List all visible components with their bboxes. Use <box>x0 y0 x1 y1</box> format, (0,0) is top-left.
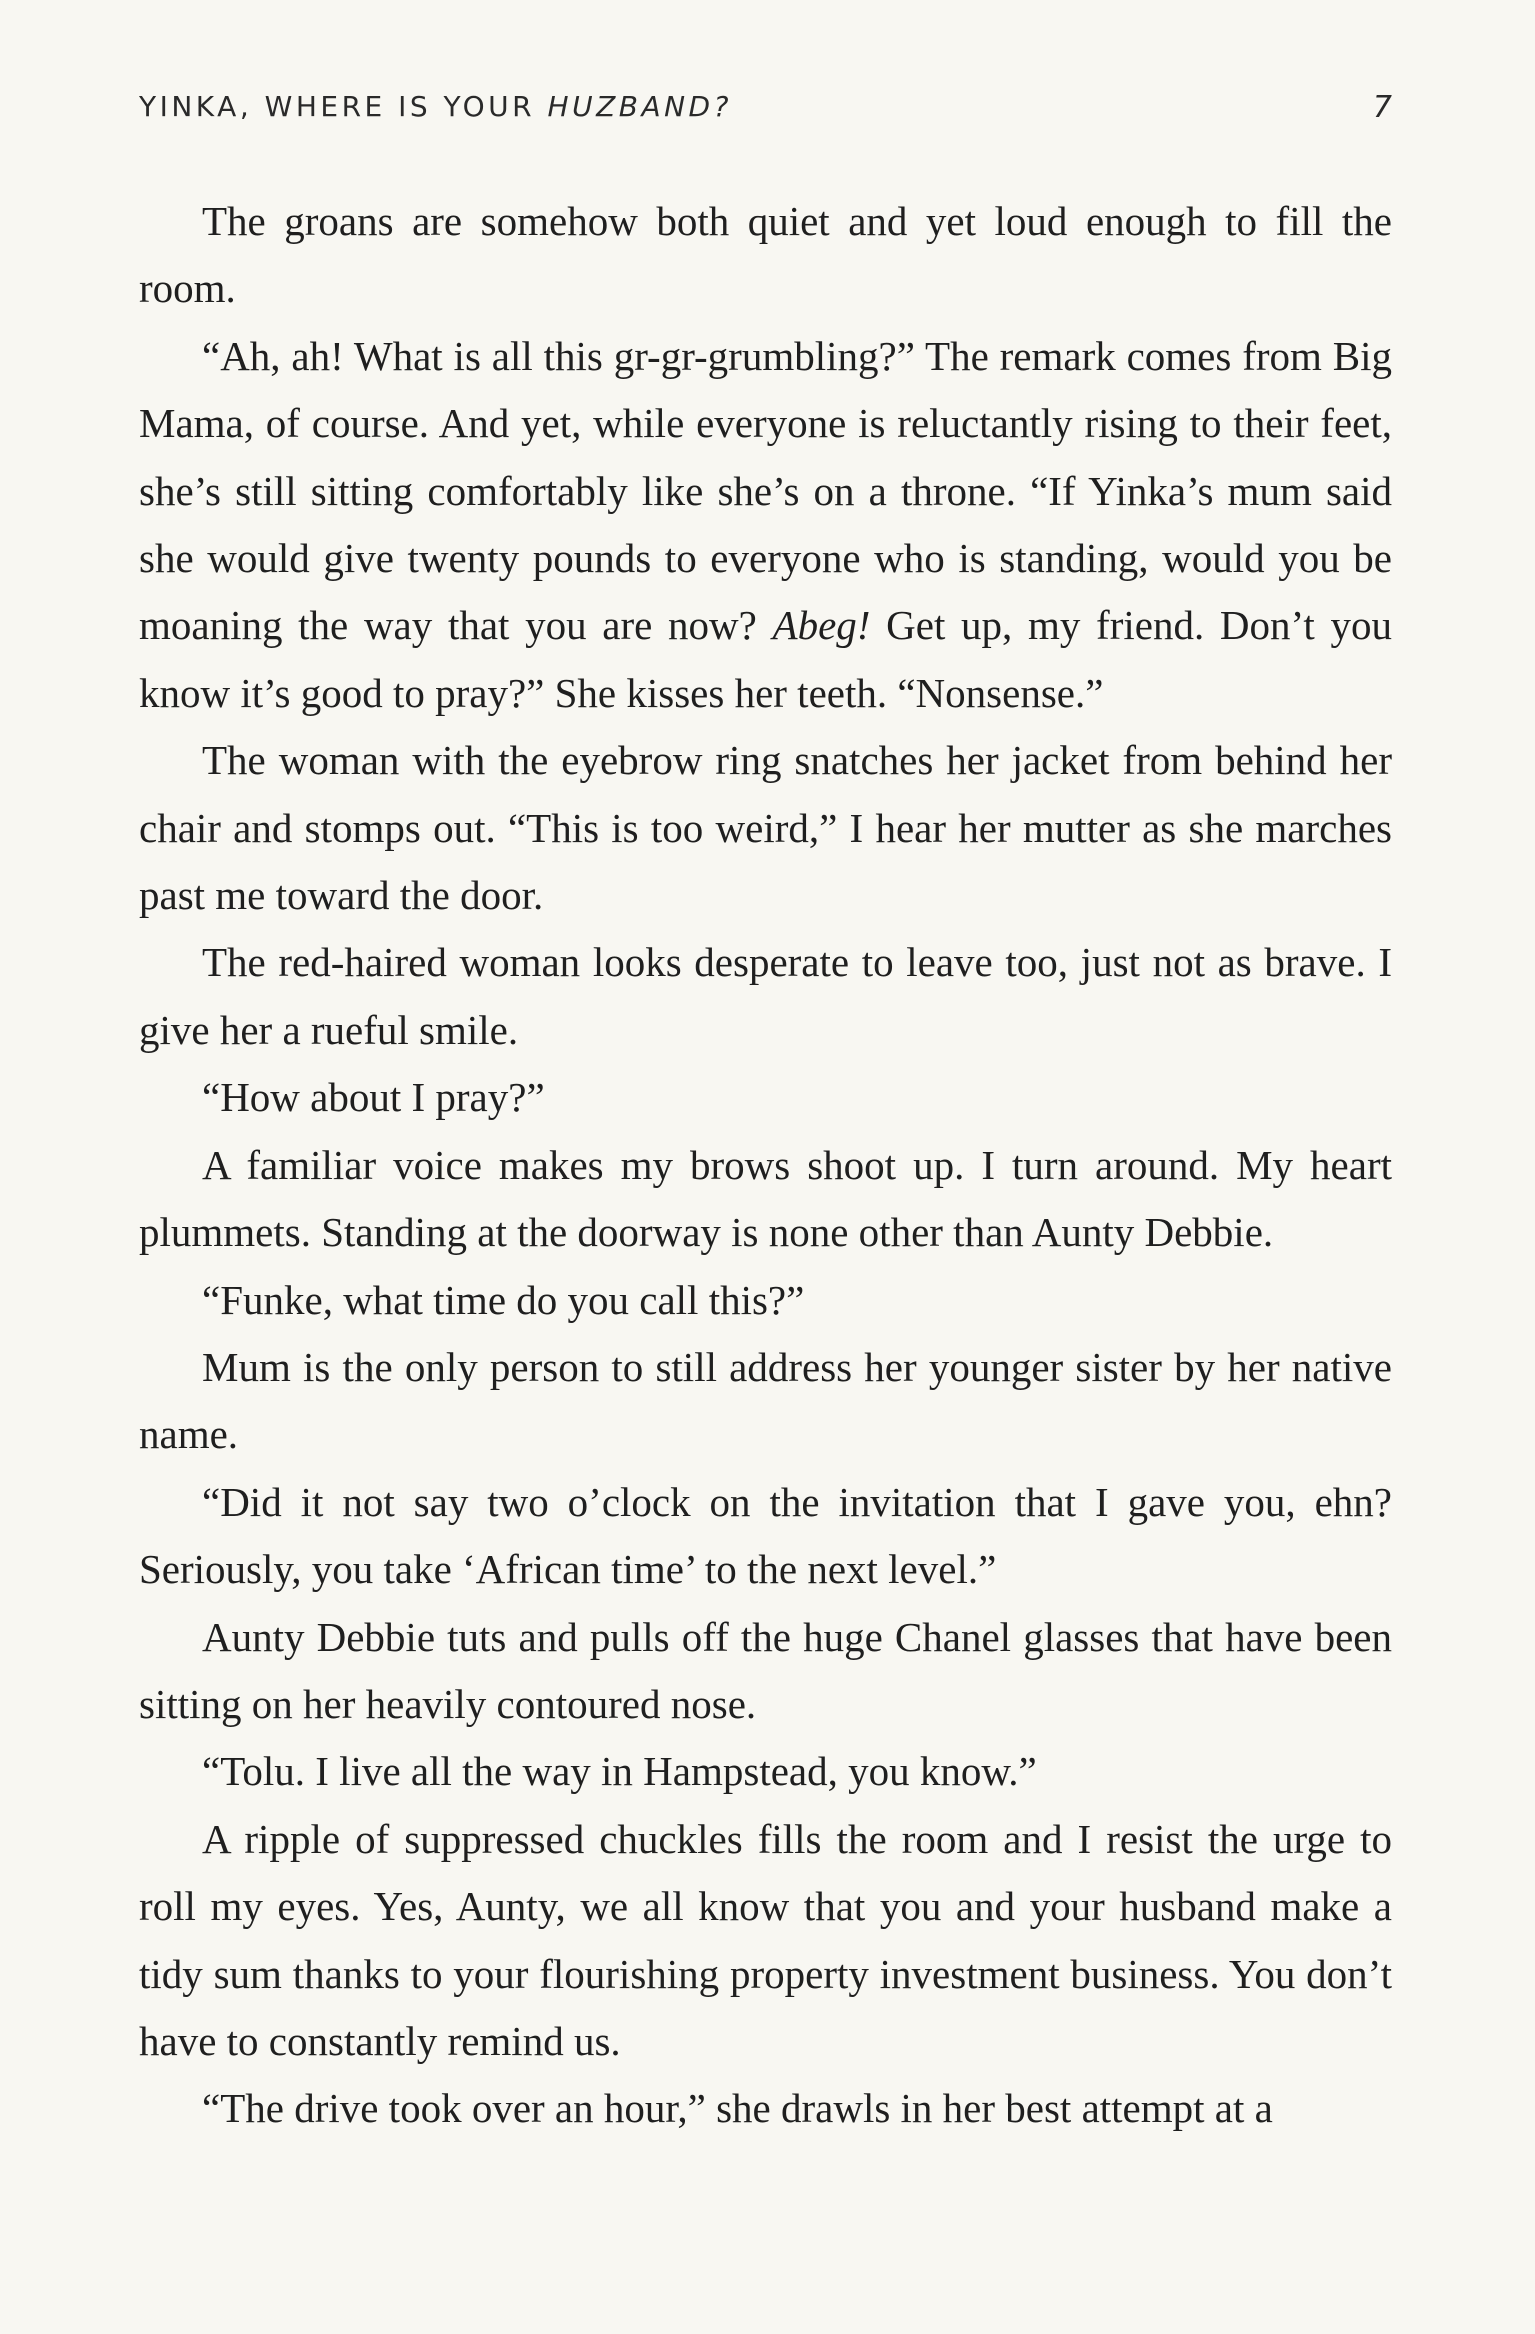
paragraph-2-emphasis: Abeg! <box>772 602 871 649</box>
paragraph-2-before: “Ah, ah! What is all this gr-gr-grumbling?” The remark comes from Big Mama, of course. And yet, while everyone is reluctantly rising to their feet, she’s still sitting comfortably like she’s on a throne. “If Yinka’s mum said she would give twenty pounds to everyone who is standing, would you be moaning the way that you are now? <box>139 332 1392 649</box>
running-head-title-emphasis: HUZBAND? <box>547 90 732 123</box>
paragraph-5: “How about I pray?” <box>202 1074 545 1121</box>
page-number: 7 <box>1372 90 1392 125</box>
body-text <box>139 188 1392 2143</box>
running-head-title-prefix: YINKA, WHERE IS YOUR <box>139 90 548 123</box>
paragraph-6: A familiar voice makes my brows shoot up. I turn around. My heart plummets. Standing at the doorway is none other than Aunty Debbie. <box>139 1141 1392 1256</box>
paragraph-11: “Tolu. I live all the way in Hampstead, you know.” <box>202 1748 1037 1795</box>
paragraph-1: The groans are somehow both quiet and yet loud enough to fill the room. <box>139 198 1392 312</box>
paragraph-9: “Did it not say two o’clock on the invitation that I gave you, ehn? Seriously, you take ‘African time’ to the next level.” <box>139 1478 1392 1593</box>
paragraph-2-after: Get up, my friend. Don’t you know it’s good to pray?” She kisses her teeth. “Nonsense.” <box>139 602 1392 716</box>
paragraph-8: Mum is the only person to still address her younger sister by her native name. <box>139 1343 1392 1458</box>
paragraph-7: “Funke, what time do you call this?” <box>202 1276 805 1323</box>
running-head-title <box>139 90 732 123</box>
running-head <box>139 90 1392 130</box>
paragraph-2 <box>139 323 1392 727</box>
paragraph-10: Aunty Debbie tuts and pulls off the huge Chanel glasses that have been sitting on her heavily contoured nose. <box>139 1613 1392 1727</box>
paragraph-13: “The drive took over an hour,” she drawls in her best attempt at a <box>202 2085 1273 2132</box>
paragraph-3: The woman with the eyebrow ring snatches her jacket from behind her chair and stomps out. “This is too weird,” I hear her mutter as she marches past me toward the door. <box>139 737 1392 919</box>
paragraph-12: A ripple of suppressed chuckles fills the room and I resist the urge to roll my eyes. Yes, Aunty, we all know that you and your husband make a tidy sum thanks to your flourishing property investment business. You don’t have to constantly remind us. <box>139 1815 1392 2064</box>
paragraph-4: The red-haired woman looks desperate to leave too, just not as brave. I give her a rueful smile. <box>139 939 1392 1053</box>
